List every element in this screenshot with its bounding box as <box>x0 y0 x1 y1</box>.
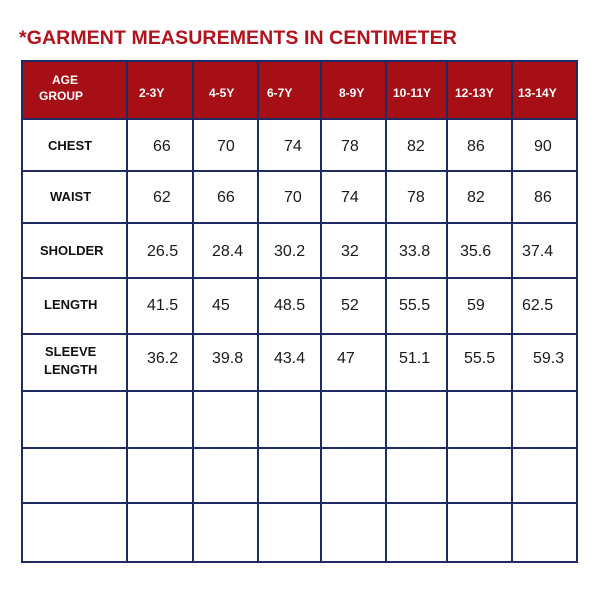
grid-row-divider <box>23 277 576 279</box>
table-cell: 35.6 <box>460 243 492 260</box>
grid-row-divider <box>23 118 576 120</box>
row-label-sleeve-line2: LENGTH <box>44 362 98 377</box>
table-cell: 70 <box>284 189 302 206</box>
table-cell: 82 <box>467 189 485 206</box>
header-size-12-13y: 12-13Y <box>455 86 494 100</box>
table-cell: 86 <box>534 189 552 206</box>
row-label-chest: CHEST <box>48 138 93 153</box>
table-cell: 59.3 <box>533 350 565 367</box>
grid-row-divider <box>23 502 576 504</box>
row-label-sholder: SHOLDER <box>40 243 104 258</box>
header-size-2-3y: 2-3Y <box>139 86 165 100</box>
row-label-sleeve-line1: SLEEVE <box>45 344 97 359</box>
grid-column-divider <box>126 62 128 561</box>
page-title: *GARMENT MEASUREMENTS IN CENTIMETER <box>19 27 457 49</box>
header-age-line2: GROUP <box>39 89 84 103</box>
table-cell: 66 <box>153 138 171 155</box>
table-cell: 62 <box>153 189 171 206</box>
table-cell: 51.1 <box>399 350 431 367</box>
row-label-waist: WAIST <box>50 189 92 204</box>
row-label-sleeve-length <box>44 343 97 379</box>
table-cell: 43.4 <box>274 350 306 367</box>
table-cell: 59 <box>467 297 485 314</box>
grid-column-divider <box>385 62 387 561</box>
measurement-table <box>21 60 578 563</box>
table-cell: 74 <box>284 138 302 155</box>
table-cell: 55.5 <box>464 350 496 367</box>
table-cell: 32 <box>341 243 359 260</box>
header-size-10-11y: 10-11Y <box>393 86 432 100</box>
table-cell: 48.5 <box>274 297 306 314</box>
table-cell: 26.5 <box>147 243 179 260</box>
grid-column-divider <box>446 62 448 561</box>
header-size-13-14y: 13-14Y <box>518 86 557 100</box>
table-cell: 90 <box>534 138 552 155</box>
table-cell: 70 <box>217 138 235 155</box>
header-age-line1: AGE <box>52 73 79 87</box>
table-cell: 28.4 <box>212 243 244 260</box>
grid-column-divider <box>257 62 259 561</box>
table-cell: 52 <box>341 297 359 314</box>
grid-row-divider <box>23 390 576 392</box>
table-cell: 82 <box>407 138 425 155</box>
grid-row-divider <box>23 222 576 224</box>
table-cell: 66 <box>217 189 235 206</box>
grid-row-divider <box>23 447 576 449</box>
table-cell: 37.4 <box>522 243 554 260</box>
table-cell: 41.5 <box>147 297 179 314</box>
grid-row-divider <box>23 333 576 335</box>
grid-column-divider <box>192 62 194 561</box>
header-age-group <box>39 72 83 104</box>
table-cell: 33.8 <box>399 243 431 260</box>
table-cell: 74 <box>341 189 359 206</box>
table-cell: 39.8 <box>212 350 244 367</box>
grid-row-divider <box>23 170 576 172</box>
grid-column-divider <box>320 62 322 561</box>
table-cell: 36.2 <box>147 350 179 367</box>
table-cell: 78 <box>341 138 359 155</box>
table-cell: 30.2 <box>274 243 306 260</box>
table-cell: 45 <box>212 297 230 314</box>
table-cell: 78 <box>407 189 425 206</box>
table-cell: 62.5 <box>522 297 554 314</box>
row-label-length: LENGTH <box>44 297 98 312</box>
grid-column-divider <box>511 62 513 561</box>
header-size-6-7y: 6-7Y <box>267 86 293 100</box>
header-size-8-9y: 8-9Y <box>339 86 365 100</box>
table-cell: 55.5 <box>399 297 431 314</box>
table-cell: 86 <box>467 138 485 155</box>
table-cell: 47 <box>337 350 355 367</box>
header-size-4-5y: 4-5Y <box>209 86 235 100</box>
